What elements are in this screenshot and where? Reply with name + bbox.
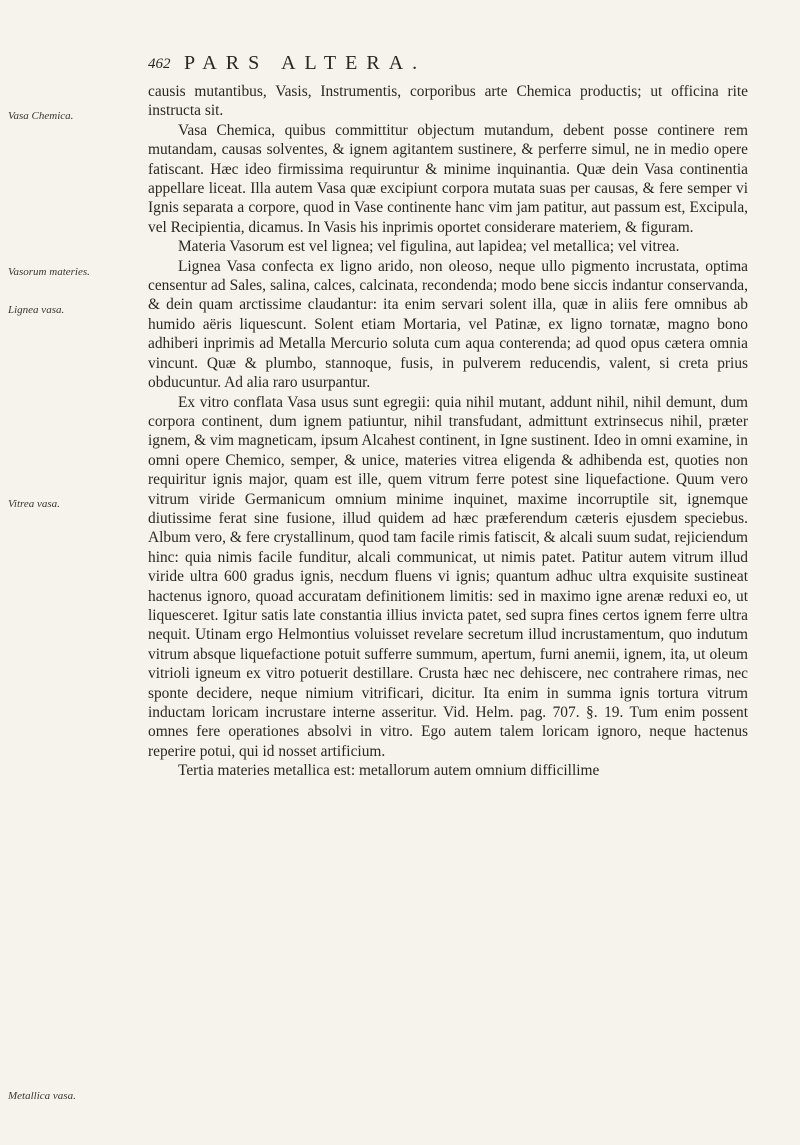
paragraph-lignea-vasa: Lignea Vasa confecta ex ligno arido, non oleoso, neque ullo pigmento incrustata, optima censentur ad Sales, salina, calces, calcinata, recondenda; modo bene siccis indantur conservanda, & dein quam arctissime claudantur: ita enim servari solent illa, quæ in aliis fere omnibus ab humido aëris liquescunt. Solent etiam Mortaria, vel Patinæ, ex ligno tornatæ, magno bono adhiberi inprimis ad Metalla Mercurio soluta cum aqua conterenda; ad quod opus cætera omnia vincunt. Quæ & plumbo, stannoque, fusis, in pulverem reducendis, valent, si creta prius obducuntur. Ad alia raro usurpantur. <box>148 257 748 392</box>
marginal-note-vasorum-materies: Vasorum materies. <box>8 266 90 278</box>
paragraph-metallica-vasa: Tertia materies metallica est: metallorum autem omnium difficillime <box>178 762 600 780</box>
body-text <box>148 82 748 781</box>
marginal-note-lignea-vasa: Lignea vasa. <box>8 304 65 316</box>
running-head: PARS ALTERA. <box>184 52 427 74</box>
page-header <box>148 52 748 82</box>
page-number: 462 <box>148 56 171 72</box>
marginal-note-metallica-vasa: Metallica vasa. <box>8 1090 76 1102</box>
paragraph-vitrea-vasa: Ex vitro conflata Vasa usus sunt egregii: quia nihil mutant, addunt nihil, nihil demunt, dum corpora continent, dum ignem patiuntur, nihil transfudant, admittunt extrinsecus nihil, præter ignem, & vim magneticam, ipsum Alcahest continent, in Igne sustinent. Ideo in omni examine, in omni opere Chemico, semper, & unice, materies vitrea eligenda & adhibenda est, quoties non requiritur ignis major, quam est ille, quem vitrum ferre potest sine liquefactione. Quum vero vitrum viride Germanicum omnium minime inquinet, maxime incorruptile sit, ignemque diutissime ferat sine fusione, illud quidem ad hæc præferendum cæteris ejusdem speciebus. Album vero, & fere crystallinum, quod tam facile rimis fatiscit, & alcali suum sudat, rejiciendum hinc: quia nimis facile funditur, alcali communicat, ut nimis patet. Patitur autem vitrum illud viride ultra 600 gradus ignis, necdum fluens vi ignis; quantum adhuc ultra exquisite sustineat hactenus ignoro, quoad accuratam definitionem limitis: sed in maximo igne arenæ reduxi eo, ut liquesceret. Igitur satis late constantia illius invicta patet, sed supra fines certos ignem ferre ultra nequit. Utinam ergo Helmontius voluisset revelare secretum illud incrustamentum, quo indutum vitrum absque liquefactione potuit sufferre summum, apertum, furni anemii, ignem, ita, ut oleum vitrioli igneum ex vitro potuerit destillare. Crusta hæc nec dehiscere, nec contrahere rimas, nec sponte decidere, neque nimium vitrificari, dicitur. Ita enim in summa ignis tortura vitrum inductam loricam incrustare interne asseritur. Vid. Helm. pag. 707. §. 19. Tum enim possent omnes fere operationes absolvi in vitro. Ego autem talem loricam ignoro, neque hactenus reperire potui, qui id nosset artificium. <box>148 393 748 760</box>
marginal-note-vasa-chemica: Vasa Chemica. <box>8 110 74 122</box>
paragraph-continuation: causis mutantibus, Vasis, Instrumentis, corporibus arte Chemica productis; ut officina rite instructa sit. <box>148 83 748 120</box>
marginal-note-vitrea-vasa: Vitrea vasa. <box>8 498 60 510</box>
paragraph-materia-vasorum: Materia Vasorum est vel lignea; vel figulina, aut lapidea; vel metallica; vel vitrea. <box>178 238 680 256</box>
paragraph-vasa-chemica: Vasa Chemica, quibus committitur objectum mutandum, debent posse continere rem mutandam, causas solventes, & ignem agitantem sustinere, & perferre simul, ne in medio opere fatiscant. Hæc ideo firmissima requiruntur & minime inquinantia. Quæ dein Vasa continentia appellare liceat. Illa autem Vasa quæ excipiunt corpora mutata suas per causas, & fere semper vi Ignis separata a corpore, quod in Vase continente hanc vim jam patitur, aut passum est, Excipula, vel Recipientia, dicamus. In Vasis his inprimis oportet considerare materiem, & figuram. <box>148 121 748 236</box>
